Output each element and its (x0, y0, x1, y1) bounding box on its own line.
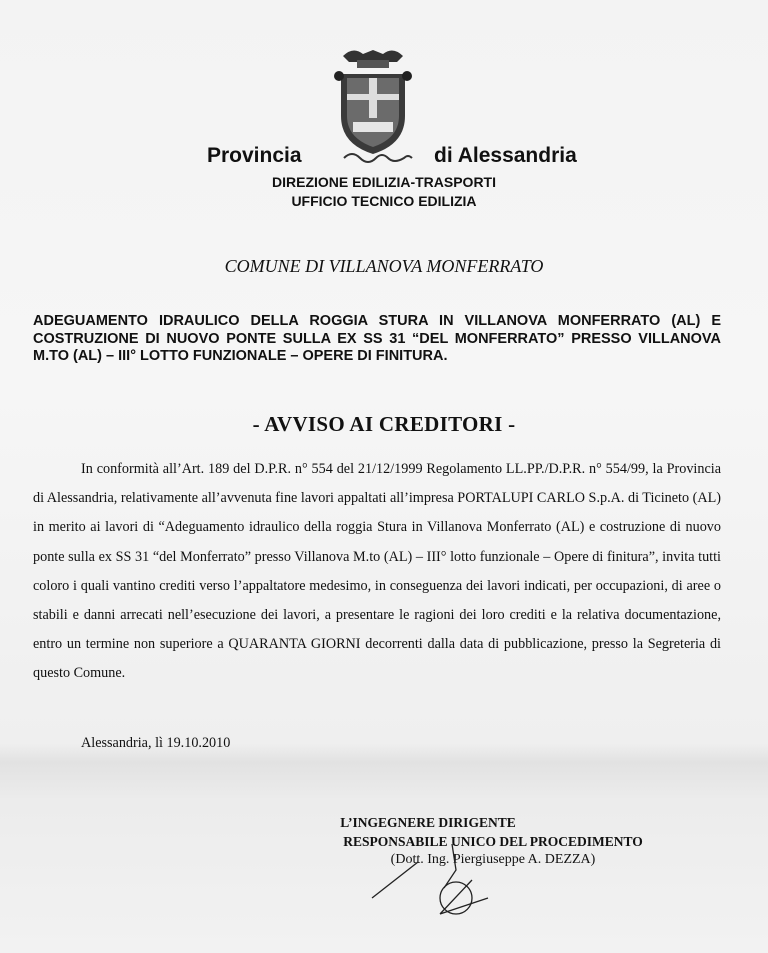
office-name: UFFICIO TECNICO EDILIZIA (291, 193, 477, 209)
signatory-name: (Dott. Ing. Piergiuseppe A. DEZZA) (390, 852, 596, 867)
ribbon-icon (342, 148, 414, 166)
province-name-left: Provincia (207, 144, 302, 167)
place-date: Alessandria, lì 19.10.2010 (81, 735, 231, 751)
signature-icon (360, 840, 520, 920)
signatory-role: RESPONSABILE UNICO DEL PROCEDIMENTO (343, 834, 643, 849)
notice-body: In conformità all’Art. 189 del D.P.R. n° 554 del 21/12/1999 Regolamento LL.PP./D.P.R. n° 554/99, la Provincia di Alessandria, relativamente all’avvenuta fine lavori appaltati all’impresa PORTALUPI CARLO S.p.A. di Ticineto (AL) in merito ai lavori di “Adeguamento idraulico della roggia Stura in Villanova Monferrato (AL) e costruzione di nuovo ponte sulla ex SS 31 “del Monferrato” presso Villanova M.to (AL) – III° lotto funzionale – Opere di finitura”, invita tutti coloro i quali vantino crediti verso l’appaltatore medesimo, in conseguenza dei lavori indicati, per occupazioni, di aree o stabili e danni arrecati nell’esecuzione dei lavori, a presentare le ragioni dei loro crediti e la relativa documentazione, entro un termine non superiore a QUARANTA GIORNI decorrenti dalla data di pubblicazione, presso la Segreteria di questo Comune. (33, 461, 721, 682)
department-name: DIREZIONE EDILIZIA-TRASPORTI (272, 174, 496, 190)
municipality-heading: COMUNE DI VILLANOVA MONFERRATO (224, 256, 544, 276)
signatory-title: L’INGEGNERE DIRIGENTE (340, 815, 516, 830)
project-subject: ADEGUAMENTO IDRAULICO DELLA ROGGIA STURA IN VILLANOVA MONFERRATO (AL) E COSTRUZIONE DI NUOVO PONTE SULLA EX SS 31 “DEL MONFERRATO” PRESSO VILLANOVA M.TO (AL) – III° LOTTO FUNZIONALE – OPERE DI FINITURA. (33, 313, 721, 364)
province-name-right: di Alessandria (434, 144, 577, 167)
coat-of-arms-icon (333, 46, 413, 164)
notice-title: - AVVISO AI CREDITORI - (252, 412, 516, 436)
